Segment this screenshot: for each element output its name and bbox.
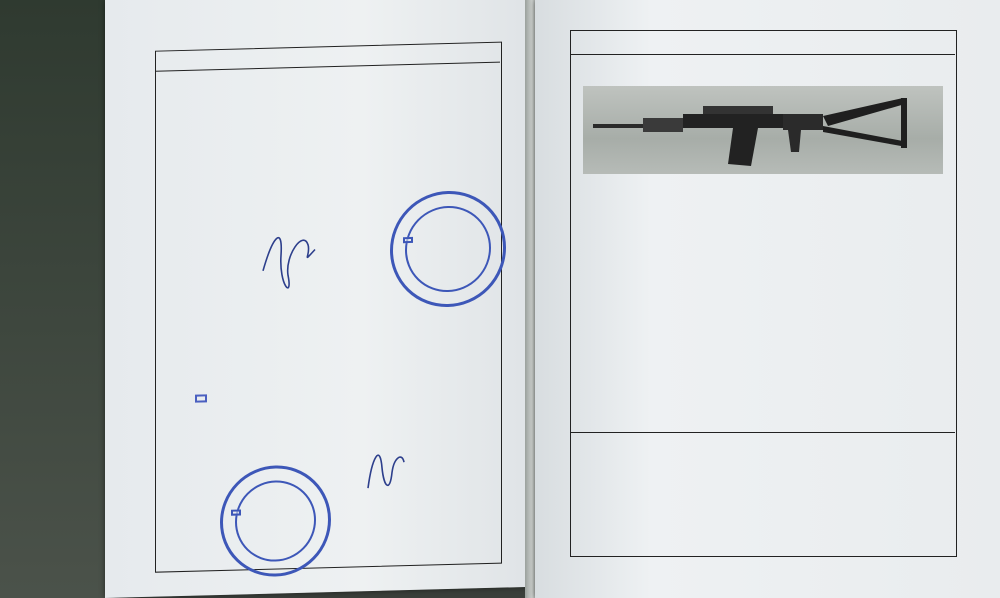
stamp-ring-text <box>233 473 318 475</box>
rifle-photo <box>583 86 943 174</box>
header-divider-right <box>570 54 955 55</box>
stamp-chancellery-text <box>403 237 413 243</box>
sold-stamp <box>195 394 207 402</box>
refs-divider <box>570 432 955 433</box>
second-signature-mark <box>360 432 410 503</box>
left-page <box>105 0 535 598</box>
background-corner <box>0 0 105 598</box>
signature-mark <box>253 214 323 306</box>
rifle-icon <box>583 86 943 174</box>
stamp-chancellery-text-2 <box>231 509 241 515</box>
left-page-frame <box>155 42 502 573</box>
right-page <box>535 0 1000 598</box>
sale-date-row <box>185 428 245 444</box>
